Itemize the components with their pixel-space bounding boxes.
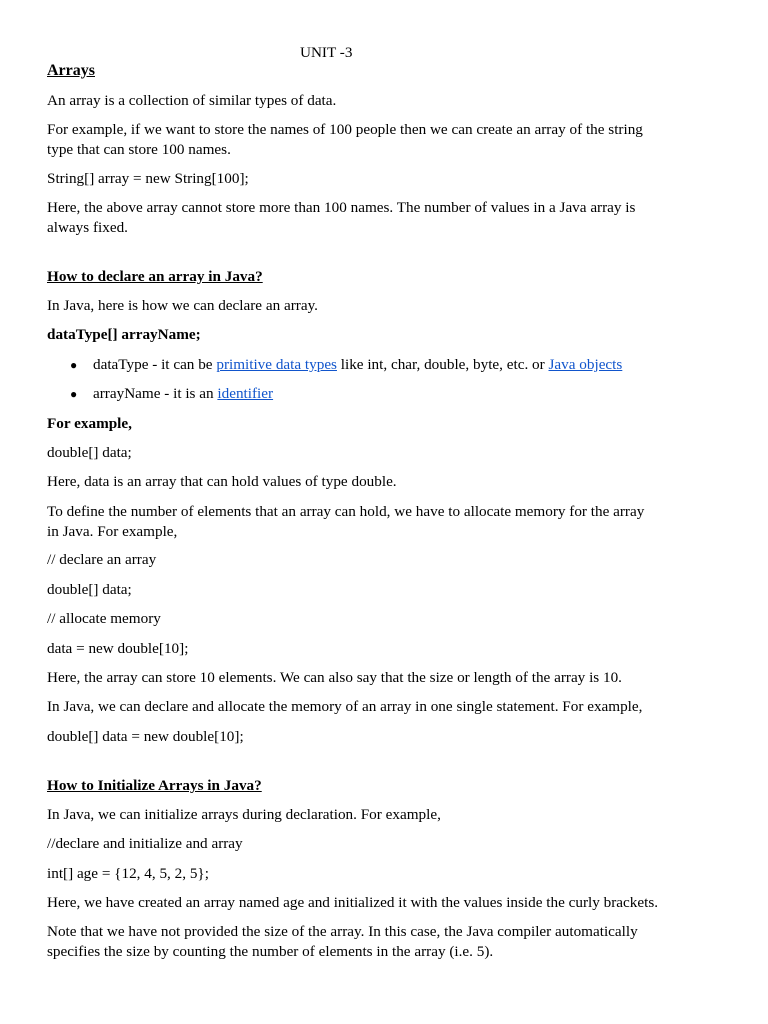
code-double-data: double[] data;: [47, 444, 132, 461]
paragraph-example-line1: For example, if we want to store the names of 100 people then we can create an array of the string: [47, 121, 643, 138]
syntax-declaration: dataType[] arrayName;: [47, 326, 201, 343]
bullet-datatype-middle: like int, char, double, byte, etc. or: [336, 356, 549, 373]
code-allocate: data = new double[10];: [47, 640, 189, 657]
comment-declare-array: // declare an array: [47, 551, 157, 568]
paragraph-definition: An array is a collection of similar types of data.: [47, 92, 337, 109]
bullet-datatype-text: dataType - it can be: [93, 356, 217, 373]
bullet-arrayname-text: arrayName - it is an: [93, 385, 218, 402]
paragraph-note-line1: Note that we have not provided the size of the array. In this case, the Java compiler automatically: [47, 923, 638, 940]
comment-declare-initialize: //declare and initialize and array: [47, 835, 243, 852]
paragraph-age-explain: Here, we have created an array named age and initialized it with the values inside the curly brackets.: [47, 894, 659, 911]
unit-label: UNIT -3: [300, 44, 353, 61]
paragraph-fixed-line1: Here, the above array cannot store more than 100 names. The number of values in a Java array is: [47, 199, 636, 216]
paragraph-data-explain: Here, data is an array that can hold values of type double.: [47, 473, 397, 490]
paragraph-define-line2: in Java. For example,: [47, 523, 178, 540]
code-string-array: String[] array = new String[100];: [47, 170, 249, 187]
code-combined: double[] data = new double[10];: [47, 728, 244, 745]
for-example-label: For example,: [47, 415, 132, 432]
paragraph-define-line1: To define the number of elements that an array can hold, we have to allocate memory for the array: [47, 503, 645, 520]
paragraph-declare-intro: In Java, here is how we can declare an array.: [47, 297, 318, 314]
paragraph-size-explain: Here, the array can store 10 elements. We can also say that the size or length of the array is 10.: [47, 669, 622, 686]
paragraph-example-line2: type that can store 100 names.: [47, 141, 231, 158]
paragraph-note-line2: specifies the size by counting the number of elements in the array (i.e. 5).: [47, 943, 494, 960]
heading-declare-array: How to declare an array in Java?: [47, 268, 263, 285]
code-int-age: int[] age = {12, 4, 5, 2, 5};: [47, 865, 209, 882]
paragraph-single-statement: In Java, we can declare and allocate the memory of an array in one single statement. For example,: [47, 698, 643, 715]
bullet-datatype: [93, 355, 622, 375]
bullet-dot-icon: ●: [70, 387, 78, 401]
heading-arrays: Arrays: [47, 62, 95, 79]
comment-allocate-memory: // allocate memory: [47, 610, 161, 627]
paragraph-fixed-line2: always fixed.: [47, 219, 128, 236]
bullet-dot-icon: ●: [70, 358, 78, 372]
link-java-objects[interactable]: Java objects: [548, 356, 623, 373]
link-identifier[interactable]: identifier: [217, 385, 274, 402]
paragraph-initialize-intro: In Java, we can initialize arrays during declaration. For example,: [47, 806, 441, 823]
code-double-data-2: double[] data;: [47, 581, 132, 598]
bullet-arrayname: [93, 384, 273, 404]
link-primitive-data-types[interactable]: primitive data types: [216, 356, 337, 373]
heading-initialize-arrays: How to Initialize Arrays in Java?: [47, 777, 262, 794]
